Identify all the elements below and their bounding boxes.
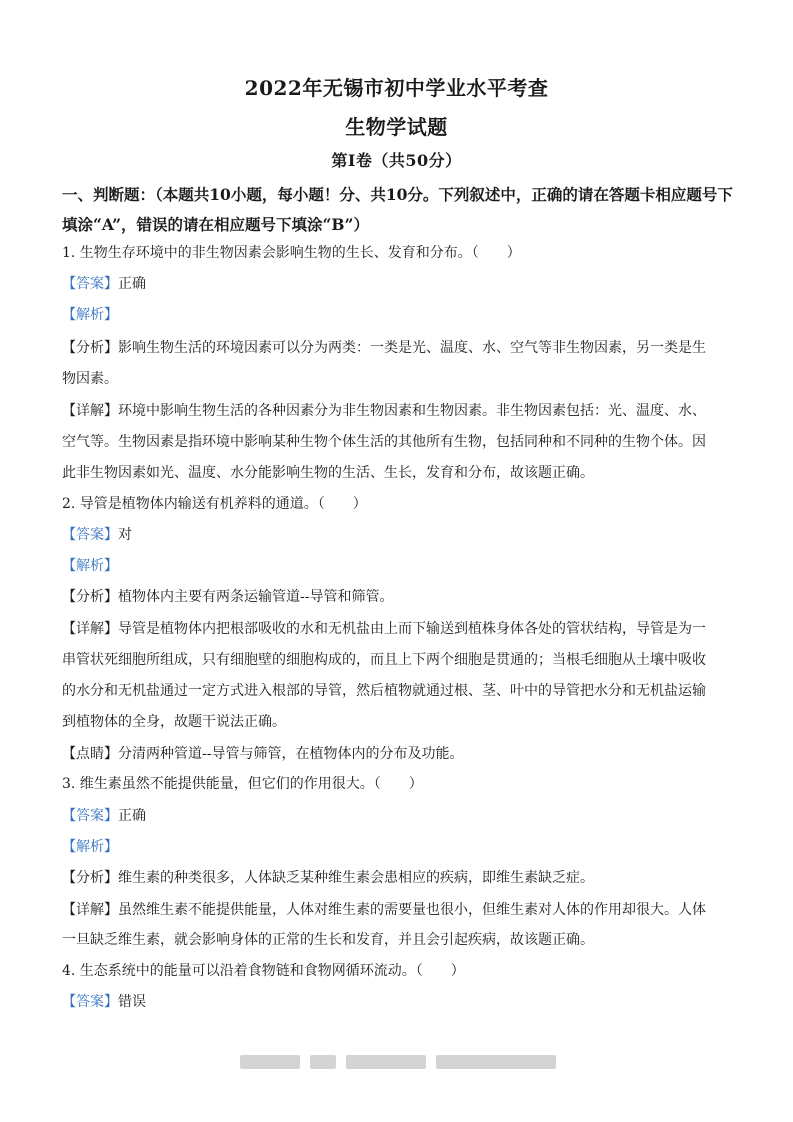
q3-answer-text: 正确 xyxy=(118,808,146,824)
fenxi-tag: 【分析】 xyxy=(62,870,118,886)
xiangjie-tag: 【详解】 xyxy=(62,902,118,918)
q1-answer xyxy=(62,274,734,294)
answer-tag: 【答案】 xyxy=(62,808,118,824)
q2-xiangjie-text-2: 串管状死细胞所组成，只有细胞壁的细胞构成的，而且上下两个细胞是贯通的；当根毛细胞从土壤中吸收 xyxy=(62,652,706,668)
q1-jiexi xyxy=(62,305,734,325)
q2-xiangjie xyxy=(62,619,734,639)
q2-xiangjie-text-4: 到植物体的全身，故题干说法正确。 xyxy=(62,714,286,730)
q2-question: 2. 导管是植物体内输送有机养料的通道。（ ） xyxy=(62,496,367,512)
q1-fenxi xyxy=(62,338,734,358)
q2-fenxi xyxy=(62,587,734,607)
blurred-footer xyxy=(240,1055,556,1069)
xiangjie-tag: 【详解】 xyxy=(62,621,118,637)
dianjing-tag: 【点睛】 xyxy=(62,746,118,762)
q3-xiangjie-text-2: 一旦缺乏维生素，就会影响身体的正常的生长和发育，并且会引起疾病，故该题正确。 xyxy=(62,932,594,948)
xiangjie-tag: 【详解】 xyxy=(62,403,118,419)
q1-xiangjie-text-1: 环境中影响生物生活的各种因素分为非生物因素和生物因素。非生物因素包括：光、温度、水、 xyxy=(118,403,706,419)
answer-tag: 【答案】 xyxy=(62,527,118,543)
q2-answer-text: 对 xyxy=(118,527,132,543)
q2-answer xyxy=(62,525,734,545)
footer-blur-segment xyxy=(310,1055,336,1069)
q3-answer xyxy=(62,806,734,826)
volume-heading: 第Ⅰ卷（共50分） xyxy=(331,151,462,170)
q3-xiangjie xyxy=(62,900,734,920)
footer-blur-segment xyxy=(346,1055,426,1069)
exam-title: 2022年无锡市初中学业水平考查 xyxy=(244,76,549,100)
answer-tag: 【答案】 xyxy=(62,994,118,1010)
jiexi-tag: 【解析】 xyxy=(62,558,118,574)
q1-xiangjie-text-3: 此非生物因素如光、温度、水分能影响生物的生活、生长，发育和分布，故该题正确。 xyxy=(62,465,594,481)
fenxi-tag: 【分析】 xyxy=(62,589,118,605)
footer-blur-segment xyxy=(436,1055,556,1069)
jiexi-tag: 【解析】 xyxy=(62,307,118,323)
jiexi-tag: 【解析】 xyxy=(62,839,118,855)
q3-jiexi xyxy=(62,837,734,857)
section-heading: 一、判断题：（本题共10小题，每小题！分、共10分。下列叙述中，正确的请在答题卡相应题号下填涂“A”，错误的请在相应题号下填涂“B”） xyxy=(62,185,733,234)
q1-question: 1. 生物生存环境中的非生物因素会影响生物的生长、发育和分布。（ ） xyxy=(62,245,521,261)
q1-fenxi-text-2: 物因素。 xyxy=(62,371,118,387)
q1-xiangjie-text-2: 空气等。生物因素是指环境中影响某种生物个体生活的其他所有生物，包括同种和不同种的生物个体。因 xyxy=(62,434,706,450)
q1-xiangjie xyxy=(62,401,734,421)
q2-fenxi-text-1: 植物体内主要有两条运输管道--导管和筛管。 xyxy=(118,589,394,605)
q3-question: 3. 维生素虽然不能提供能量，但它们的作用很大。（ ） xyxy=(62,776,423,792)
q1-fenxi-text-1: 影响生物生活的环境因素可以分为两类：一类是光、温度、水、空气等非生物因素，另一类是生 xyxy=(118,340,706,356)
q4-answer xyxy=(62,992,734,1012)
exam-subject: 生物学试题 xyxy=(345,115,448,139)
q3-xiangjie-text-1: 虽然维生素不能提供能量，人体对维生素的需要量也很小，但维生素对人体的作用却很大。人体 xyxy=(118,902,706,918)
q2-xiangjie-text-1: 导管是植物体内把根部吸收的水和无机盐由上而下输送到植株身体各处的管状结构，导管是为一 xyxy=(118,621,706,637)
footer-blur-segment xyxy=(240,1055,300,1069)
q3-fenxi-text-1: 维生素的种类很多，人体缺乏某种维生素会患相应的疾病，即维生素缺乏症。 xyxy=(118,870,594,886)
q2-dianjing xyxy=(62,744,734,764)
q2-xiangjie-text-3: 的水分和无机盐通过一定方式进入根部的导管，然后植物就通过根、茎、叶中的导管把水分和无机盐运输 xyxy=(62,683,706,699)
answer-tag: 【答案】 xyxy=(62,276,118,292)
q2-jiexi xyxy=(62,556,734,576)
q2-dianjing-text-1: 分清两种管道--导管与筛管，在植物体内的分布及功能。 xyxy=(118,746,464,762)
q4-question: 4. 生态系统中的能量可以沿着食物链和食物网循环流动。（ ） xyxy=(62,963,465,979)
q4-answer-text: 错误 xyxy=(118,994,146,1010)
fenxi-tag: 【分析】 xyxy=(62,340,118,356)
q1-answer-text: 正确 xyxy=(118,276,146,292)
q3-fenxi xyxy=(62,868,734,888)
